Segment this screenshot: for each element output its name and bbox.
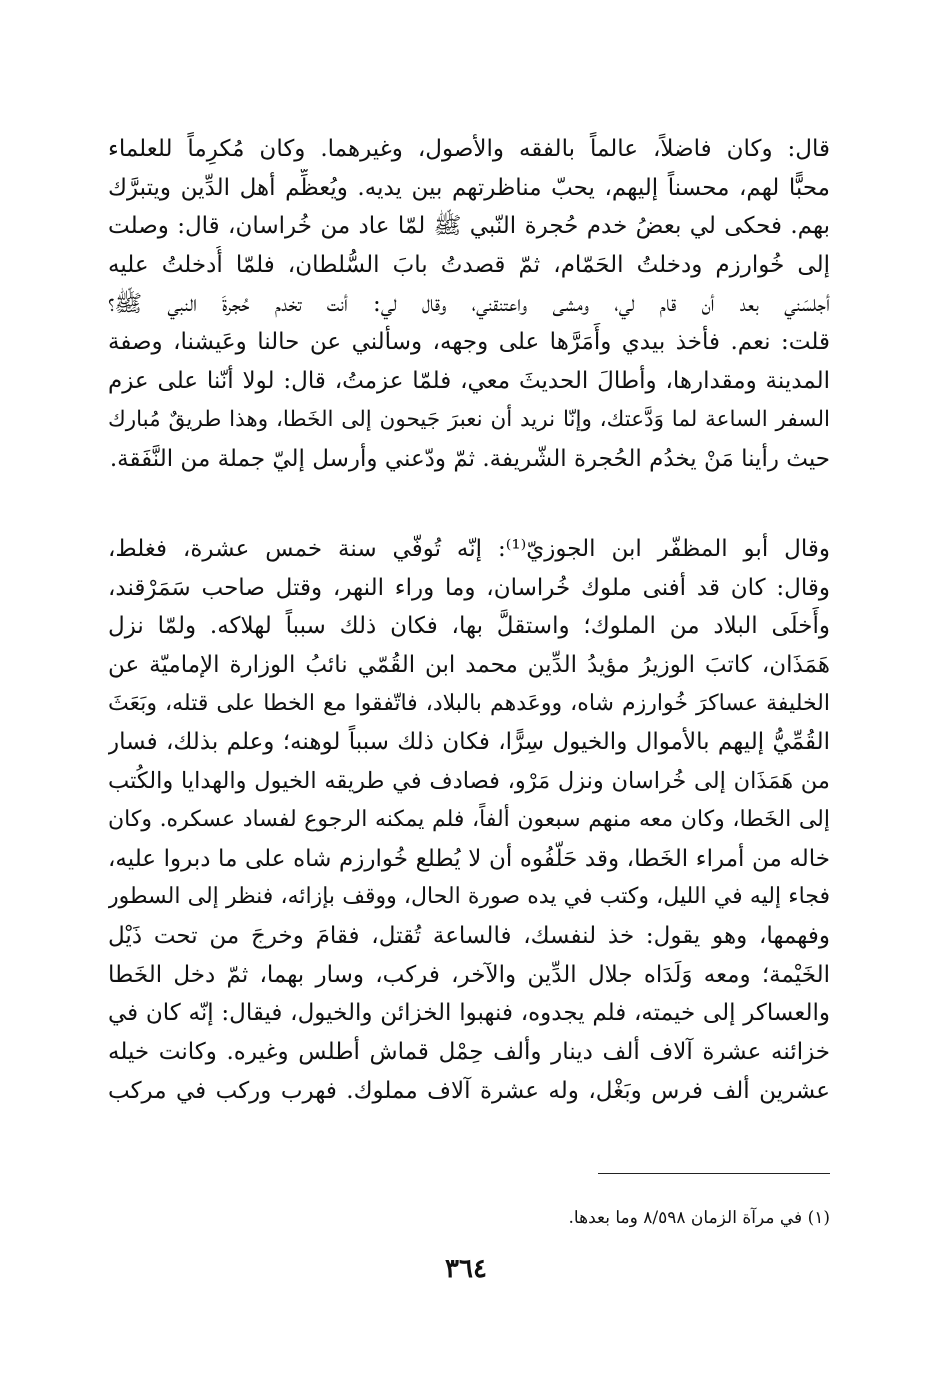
text-line: الخَيْمة؛ ومعه وَلَدَاه جلال الدِّين والآخر، فركب، وسار بهما، ثمّ دخل الخَطا — [108, 961, 830, 988]
text-line: هَمَذَان، كاتبَ الوزيرُ مؤيدُ الدِّين محمد ابن القُمّي نائبُ الوزارة الإماميّة عن — [108, 652, 830, 679]
paragraph-1 — [108, 130, 830, 478]
text-line: عشرين ألف فرس وبَغْل، وله عشرة آلاف مملوك. فهرب وركب في مركب — [108, 1077, 830, 1104]
footnote: (١) في مرآة الزمان ٨/٥٩٨ وما بعدها. — [568, 1208, 830, 1228]
text-line: محبًّا لهم، محسناً إليهم، يحبّ مناظرتهم بين يديه. ويُعظِّم أهل الدِّين ويتبرَّك — [108, 174, 830, 201]
text-line: فجاء إليه في الليل، وكتب في يده صورة الحال، ووقف بإزائه، فنظر إلى السطور — [108, 884, 830, 910]
text-line: وقال أبو المظفّر ابن الجوزيّ⁽¹⁾: إنّه تُوفّي سنة خمس عشرة، فغلط، — [108, 536, 830, 562]
text-line: وقال: كان قد أفنى ملوك خُراسان، وما وراء النهر، وقتل صاحب سَمَرْقند، — [108, 574, 830, 601]
text-line: خاله من أمراء الخَطا، وقد حَلّفُوه أن لا يُطلع خُوارزم شاه على ما دبروا عليه، — [108, 845, 830, 872]
footnote-divider — [598, 1173, 830, 1174]
text-line: بهم. فحكى لي بعضُ خدم حُجرة النّبي ﷺ لمّا عاد من خُراسان، قال: وصلت — [108, 213, 830, 240]
text-line: خزائنه عشرة آلاف ألف دينار وألف حِمْل قماش أطلس وغيره. وكانت خيله — [108, 1038, 830, 1065]
text-line: إلى خُوارزم ودخلتُ الحَمّام، ثمّ قصدتُ بابَ السُّلطان، فلمّا أُدخلتُ عليه — [108, 252, 830, 279]
text-line: قال: وكان فاضلاً، عالماً بالفقه والأصول، وغيرهما. وكان مُكرِماً للعلماء — [108, 136, 830, 162]
text-line: وفهمها، وهو يقول: خذ لنفسك، فالساعة تُقتل، فقامَ وخرجَ من تحت ذَيْل — [108, 922, 830, 949]
text-line: قلت: نعم. فأخذ بيدي وأَمَرَّها على وجهه، وسألني عن حالنا وعَيشنا، وصفة — [108, 329, 830, 356]
paragraph-2 — [108, 530, 830, 1110]
text-line: الخليفة عساكرَ خُوارزم شاه، ووعَدهم بالبلاد، فاتّفقوا مع الخطا على قتله، وبَعَثَ — [108, 690, 830, 716]
page-number: ٣٦٤ — [445, 1254, 487, 1284]
text-line: أجلسَني بعد أن قام لي، ومشى واعتنقني، وقال لي: أنت تخدم حُجرةَ النبي ﷺ؟ — [108, 290, 830, 317]
text-line: والعساكر إلى خيمته، فلم يجدوه، فنهبوا الخزائن والخيول، فيقال: إنّه كان في — [108, 1000, 830, 1027]
text-line: من هَمَذَان إلى خُراسان ونزل مَرْو، فصادف في طريقه الخيول والهدايا والكُتب — [108, 768, 830, 795]
text-line: وأَخلَى البلاد من الملوك؛ واستقلَّ بها، فكان ذلك سبباً لهلاكه. ولمّا نزل — [108, 613, 830, 640]
text-line: السفر الساعة لما وَدَّعتك، وإنّا نريد أن نعبرَ جَيحون إلى الخَطا، وهذا طريقٌ مُبارك — [108, 406, 830, 432]
text-line: المدينة ومقدارها، وأطالَ الحديثَ معي، فلمّا عزمتُ، قال: لولا أنّنا على عزم — [108, 368, 830, 395]
text-line: القُمِّيُّ إليهم بالأموال والخيول سِرًّا، فكان ذلك سبباً لوهنه؛ وعلم بذلك، فسار — [108, 729, 830, 756]
text-line: حيث رأينا مَنْ يخدُم الحُجرة الشّريفة. ثمّ ودّعني وأرسل إليّ جملة من النَّفَقة. — [109, 445, 830, 472]
text-line: إلى الخَطا، وكان معه منهم سبعون ألفاً، فلم يمكنه الرجوع لفساد عسكره. وكان — [108, 806, 830, 832]
